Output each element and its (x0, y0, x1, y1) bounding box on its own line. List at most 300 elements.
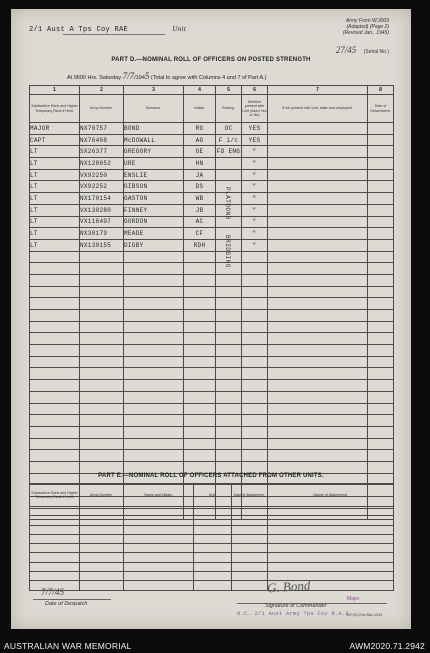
cell (216, 310, 242, 322)
credit-left: AUSTRALIAN WAR MEMORIAL (4, 641, 132, 651)
officer-row (30, 158, 394, 170)
cell (232, 562, 268, 571)
unit-stamp: O.C. 2/1 Aust Army Tps Coy R.A.E. (237, 610, 353, 617)
cell (368, 146, 394, 158)
cell (216, 274, 242, 286)
column-header-employment: If not present with Unit, state how employed. (268, 95, 368, 123)
cell (216, 415, 242, 427)
cell (242, 403, 268, 415)
cell (268, 333, 368, 345)
cell (268, 345, 368, 357)
at-time-line (67, 71, 266, 81)
cell (80, 286, 124, 298)
cell: AC (184, 216, 216, 228)
cell (124, 251, 184, 263)
cell (124, 562, 194, 571)
cell (268, 193, 368, 205)
cell (368, 450, 394, 462)
cell (184, 438, 216, 450)
cell (268, 450, 368, 462)
part-d-title: PART D.—NOMINAL ROLL OF OFFICERS ON POSTED STRENGTH (111, 57, 311, 63)
blank-row (30, 333, 394, 345)
blank-row (30, 380, 394, 392)
cell (268, 438, 368, 450)
cell (124, 274, 184, 286)
cell (124, 581, 194, 590)
cell (124, 263, 184, 275)
cell (242, 298, 268, 310)
blank-row (30, 562, 394, 571)
cell (184, 450, 216, 462)
rank-major: Major (347, 596, 360, 602)
cell: JB (184, 204, 216, 216)
cell (124, 525, 194, 534)
blank-row (30, 544, 394, 553)
cell (184, 333, 216, 345)
cell (216, 450, 242, 462)
blank-row (30, 581, 394, 590)
cell (368, 239, 394, 251)
cell (80, 572, 124, 581)
cell (216, 345, 242, 357)
cell (30, 391, 80, 403)
cell (268, 544, 394, 553)
cell (80, 438, 124, 450)
blank-row (30, 321, 394, 333)
cell (368, 403, 394, 415)
cell (232, 525, 268, 534)
cell: LT (30, 239, 80, 251)
cell: NX170154 (80, 193, 124, 205)
cell (242, 380, 268, 392)
cell: FD ENG (216, 146, 242, 158)
column-header-row (30, 95, 394, 123)
cell (268, 274, 368, 286)
cell: GORDON (124, 216, 184, 228)
cell: AG (184, 134, 216, 146)
cell (194, 507, 232, 516)
cell (268, 216, 368, 228)
cell: " (242, 216, 268, 228)
cell (30, 450, 80, 462)
cell: CAPT (30, 134, 80, 146)
blank-row (30, 403, 394, 415)
cell: BOND (124, 123, 184, 135)
army-form-number: Army Form W.3009 (345, 18, 389, 24)
cell (80, 380, 124, 392)
cell (268, 251, 368, 263)
at-suffix: (Total to agree with Columns 4 and 7 of Part A.) (150, 75, 267, 81)
cell (368, 461, 394, 473)
posting-vertical-bridging: BRIDGING (224, 235, 231, 268)
part-e-header-date: Date of Attachment. (232, 484, 268, 507)
officer-row (30, 123, 394, 135)
cell: RG (184, 123, 216, 135)
cell (80, 403, 124, 415)
cell (268, 415, 368, 427)
cell (268, 391, 368, 403)
blank-row (30, 415, 394, 427)
cell (368, 204, 394, 216)
cell (124, 572, 194, 581)
at-year-handwritten: 5 (144, 71, 150, 81)
blank-row (30, 345, 394, 357)
blank-row (30, 572, 394, 581)
cell (30, 310, 80, 322)
cell (30, 544, 80, 553)
cell (30, 525, 80, 534)
blank-row (30, 438, 394, 450)
cell (242, 321, 268, 333)
cell: NX30179 (80, 228, 124, 240)
unit-field (29, 25, 186, 34)
part-e-header-army-number: Army Number. (80, 484, 124, 507)
cell (368, 123, 394, 135)
form-sheet (11, 9, 411, 629)
cell (268, 228, 368, 240)
blank-row (30, 310, 394, 322)
part-e-header-unit: Unit. (194, 484, 232, 507)
cell (268, 461, 368, 473)
cell (368, 321, 394, 333)
cell (216, 158, 242, 170)
cell: F i/c (216, 134, 242, 146)
cell (80, 581, 124, 590)
cell (80, 368, 124, 380)
cell (268, 403, 368, 415)
cell (80, 310, 124, 322)
unit-value: 2/1 Aust A Tps Coy RAE (29, 26, 129, 34)
cell (242, 345, 268, 357)
cell (268, 356, 368, 368)
cell (242, 415, 268, 427)
at-prefix: At 0600 Hrs. Saturday (67, 75, 122, 81)
cell (124, 516, 194, 525)
cell (124, 461, 184, 473)
cell: " (242, 204, 268, 216)
part-e-header-nature: Nature of Attachment. (268, 484, 394, 507)
officer-row (30, 146, 394, 158)
cell (80, 415, 124, 427)
cell (368, 286, 394, 298)
cell (268, 507, 394, 516)
blank-row (30, 251, 394, 263)
cell (30, 534, 80, 543)
column-number: 8 (368, 86, 394, 95)
cell (30, 356, 80, 368)
cell (80, 345, 124, 357)
cell: NX70757 (80, 123, 124, 135)
cell (184, 298, 216, 310)
cell (194, 572, 232, 581)
cell: GASTON (124, 193, 184, 205)
cell (368, 228, 394, 240)
cell (30, 438, 80, 450)
cell (30, 553, 80, 562)
part-e-header-row (30, 484, 394, 507)
cell (194, 562, 232, 571)
cell (216, 426, 242, 438)
column-header-army-number: Army Number. (80, 95, 124, 123)
cell: " (242, 193, 268, 205)
cell (216, 333, 242, 345)
cell (30, 426, 80, 438)
cell: LT (30, 181, 80, 193)
cell (80, 263, 124, 275)
column-number: 1 (30, 86, 80, 95)
officer-rows (30, 123, 394, 520)
cell (268, 310, 368, 322)
cell (368, 438, 394, 450)
blank-row (30, 274, 394, 286)
cell (268, 134, 368, 146)
cell (268, 298, 368, 310)
cell: LT (30, 228, 80, 240)
cell (242, 450, 268, 462)
cell: RDH (184, 239, 216, 251)
cell: GE (184, 146, 216, 158)
cell (194, 544, 232, 553)
serial-label: (Serial No.) (363, 49, 389, 55)
column-number: 5 (216, 86, 242, 95)
cell (268, 562, 394, 571)
cell (30, 286, 80, 298)
cell (216, 368, 242, 380)
cell: MEADE (124, 228, 184, 240)
cell (80, 321, 124, 333)
cell (268, 169, 368, 181)
cell (184, 415, 216, 427)
blank-row (30, 286, 394, 298)
cell: OC (216, 123, 242, 135)
cell (216, 438, 242, 450)
cell (30, 403, 80, 415)
cell: " (242, 158, 268, 170)
cell (242, 286, 268, 298)
cell (368, 298, 394, 310)
cell: VX116497 (80, 216, 124, 228)
column-number: 7 (268, 86, 368, 95)
cell (216, 391, 242, 403)
signature-label: Signature of Commander (265, 603, 327, 609)
part-e-title: PART E.—NOMINAL ROLL OF OFFICERS ATTACHED FROM OTHER UNITS. (98, 473, 324, 479)
cell (184, 310, 216, 322)
blank-row (30, 298, 394, 310)
cell: " (242, 169, 268, 181)
cell (124, 380, 184, 392)
serial-value: 27/45 (335, 45, 357, 55)
cell (80, 391, 124, 403)
cell (242, 368, 268, 380)
officer-row (30, 181, 394, 193)
cell (268, 239, 368, 251)
cell (232, 534, 268, 543)
cell (184, 345, 216, 357)
officer-row (30, 204, 394, 216)
cell (80, 333, 124, 345)
cell (184, 380, 216, 392)
credit-right: AWM2020.71.2942 (349, 641, 425, 651)
cell (268, 525, 394, 534)
cell: " (242, 228, 268, 240)
cell (216, 461, 242, 473)
column-number-row (30, 86, 394, 95)
cell (216, 356, 242, 368)
cell (80, 274, 124, 286)
cell (124, 426, 184, 438)
cell: LT (30, 216, 80, 228)
cell (80, 251, 124, 263)
cell (242, 310, 268, 322)
column-header-initials: Initials. (184, 95, 216, 123)
cell (124, 368, 184, 380)
cell (124, 553, 194, 562)
cell (124, 345, 184, 357)
cell (368, 391, 394, 403)
cell (242, 251, 268, 263)
cell (232, 572, 268, 581)
cell (80, 356, 124, 368)
blank-row (30, 516, 394, 525)
blank-row (30, 391, 394, 403)
cell (124, 286, 184, 298)
cell (216, 169, 242, 181)
cell: FINNEY (124, 204, 184, 216)
cell (216, 321, 242, 333)
cell (124, 403, 184, 415)
blank-row (30, 450, 394, 462)
cell (30, 572, 80, 581)
cell (124, 391, 184, 403)
cell (268, 380, 368, 392)
army-form-ref (343, 18, 389, 36)
cell (242, 263, 268, 275)
cell (368, 263, 394, 275)
cell (30, 263, 80, 275)
column-header-rank: Substantive Rank and Higher Temporary Rank if Held. (30, 95, 80, 123)
part-e-header-rank: Substantive Rank and Higher Temporary Rank if Held. (30, 484, 80, 507)
cell: DIGBY (124, 239, 184, 251)
cell (80, 534, 124, 543)
cell (30, 380, 80, 392)
at-date: 7/7 (122, 71, 135, 81)
cell (124, 507, 194, 516)
cell (368, 426, 394, 438)
cell (242, 391, 268, 403)
cell (124, 438, 184, 450)
blank-row (30, 461, 394, 473)
print-code: A.P.(B) 20m Bks 12/44 (347, 613, 383, 617)
cell: LT (30, 204, 80, 216)
cell (124, 310, 184, 322)
cell (80, 516, 124, 525)
posting-vertical-platoons: PLATOONS (224, 187, 231, 220)
cell: " (242, 146, 268, 158)
cell (30, 298, 80, 310)
part-e-rows (30, 507, 394, 591)
cell (80, 461, 124, 473)
cell (368, 181, 394, 193)
cell (368, 368, 394, 380)
column-number: 3 (124, 86, 184, 95)
column-number: 2 (80, 86, 124, 95)
cell (368, 169, 394, 181)
column-header-surname: Surname. (124, 95, 184, 123)
unit-underline (63, 34, 165, 35)
cell (268, 286, 368, 298)
despatch-label: Date of Despatch (45, 601, 88, 607)
cell: VX92250 (80, 169, 124, 181)
cell (184, 274, 216, 286)
cell (80, 426, 124, 438)
blank-row (30, 368, 394, 380)
cell (30, 345, 80, 357)
cell (368, 345, 394, 357)
cell (124, 333, 184, 345)
cell: VX92252 (80, 181, 124, 193)
cell (242, 426, 268, 438)
cell: LT (30, 158, 80, 170)
cell: LT (30, 146, 80, 158)
cell (194, 534, 232, 543)
blank-row (30, 553, 394, 562)
cell (184, 251, 216, 263)
column-number: 4 (184, 86, 216, 95)
blank-row (30, 534, 394, 543)
cell (268, 123, 368, 135)
cell: URE (124, 158, 184, 170)
cell (194, 581, 232, 590)
cell (232, 516, 268, 525)
cell (232, 553, 268, 562)
cell: DS (184, 181, 216, 193)
cell (194, 525, 232, 534)
blank-row (30, 507, 394, 516)
cell (124, 534, 194, 543)
cell (30, 368, 80, 380)
officer-row (30, 216, 394, 228)
part-e-header-name: Name and Initials. (124, 484, 194, 507)
column-header-present: Whether present with Unit (insert Yes or No) (242, 95, 268, 123)
cell (184, 391, 216, 403)
despatch-line (33, 599, 111, 600)
cell: NX128652 (80, 158, 124, 170)
cell (216, 403, 242, 415)
officer-row (30, 228, 394, 240)
cell: CF (184, 228, 216, 240)
cell (124, 450, 184, 462)
cell (368, 333, 394, 345)
part-d-table (29, 85, 394, 520)
cell: HN (184, 158, 216, 170)
at-year: /194 (134, 75, 145, 81)
cell (368, 274, 394, 286)
cell: YES (242, 123, 268, 135)
part-e-table (29, 483, 394, 591)
cell (268, 146, 368, 158)
cell (184, 426, 216, 438)
cell (368, 415, 394, 427)
officer-row (30, 134, 394, 146)
cell (216, 298, 242, 310)
cell (242, 274, 268, 286)
cell (30, 274, 80, 286)
blank-row (30, 525, 394, 534)
cell (368, 380, 394, 392)
cell (368, 134, 394, 146)
cell (184, 286, 216, 298)
officer-row (30, 193, 394, 205)
